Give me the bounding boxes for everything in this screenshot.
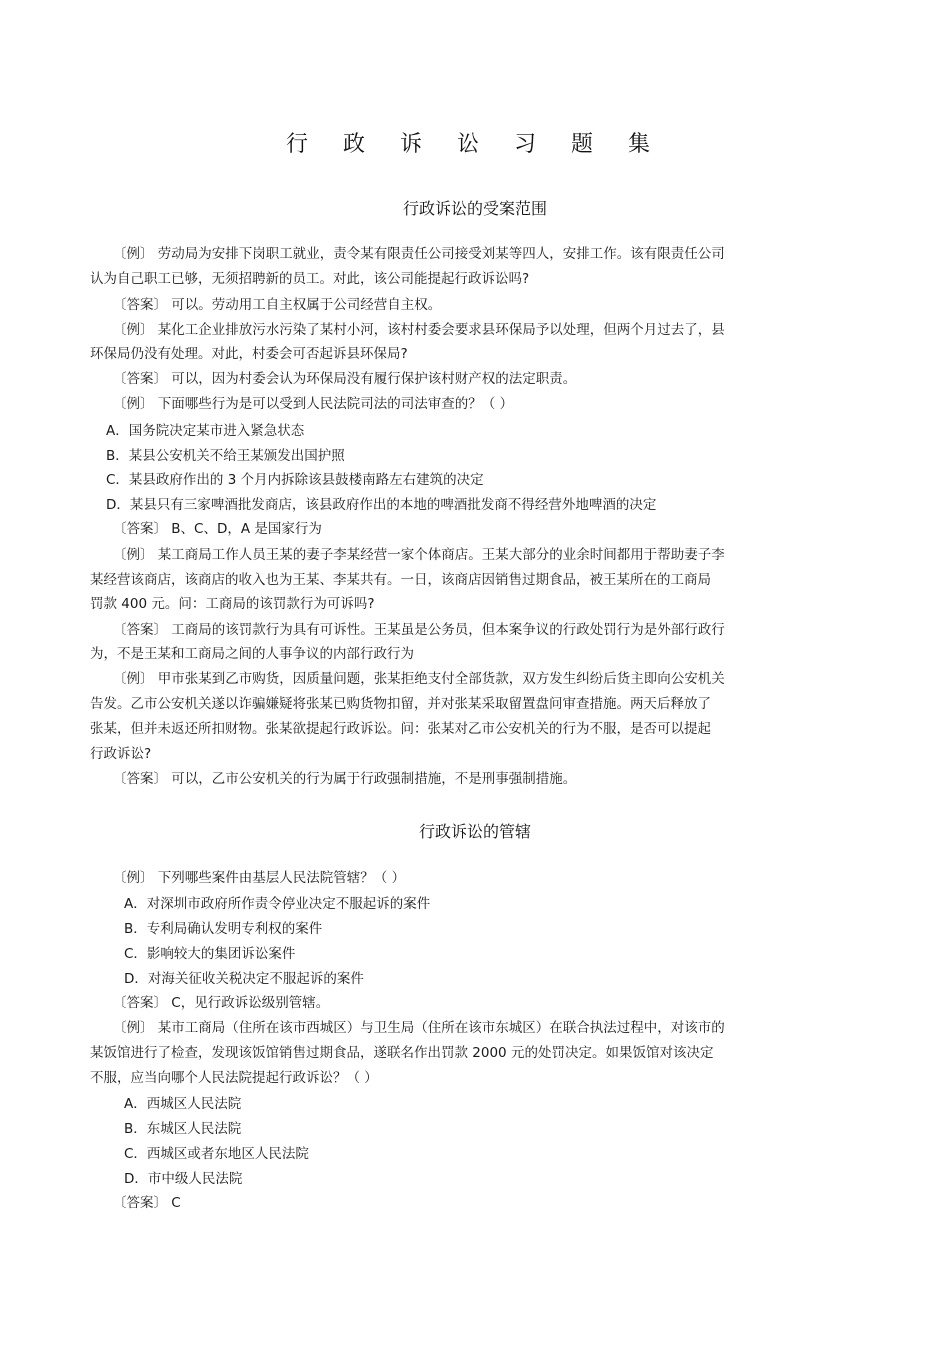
- text-line: 环保局仍没有处理。对此，村委会可否起诉县环保局?: [90, 346, 408, 362]
- option-line: D．某县只有三家啤酒批发商店，该县政府作出的本地的啤酒批发商不得经营外地啤酒的决定: [106, 497, 657, 513]
- text-line: 〔例〕 甲市张某到乙市购货，因质量问题，张某拒绝支付全部货款，双方发生纠纷后货主即向公安机关: [113, 671, 725, 687]
- option-line: C．某县政府作出的 3 个月内拆除该县鼓楼南路左右建筑的决定: [106, 472, 484, 488]
- text-line: 某经营该商店，该商店的收入也为王某、李某共有。一日，该商店因销售过期食品，被王某所在的工商局: [90, 572, 711, 588]
- section-heading-jurisdiction: 行政诉讼的管辖: [418, 822, 531, 841]
- answer-line: 〔答案〕 可以。劳动用工自主权属于公司经营自主权。: [113, 297, 442, 313]
- text-line: 认为自己职工已够，无须招聘新的员工。对此，该公司能提起行政诉讼吗?: [90, 271, 530, 287]
- option-line: B．专利局确认发明专利权的案件: [124, 921, 323, 937]
- answer-line: 〔答案〕 可以，因为村委会认为环保局没有履行保护该村财产权的法定职责。: [113, 371, 577, 387]
- answer-line: 〔答案〕 可以，乙市公安机关的行为属于行政强制措施，不是刑事强制措施。: [113, 771, 577, 787]
- text-line: 〔例〕 某工商局工作人员王某的妻子李某经营一家个体商店。王某大部分的业余时间都用于帮助妻子李: [113, 547, 725, 563]
- answer-line: 〔答案〕 B、C、D，A 是国家行为: [113, 521, 322, 537]
- option-line: B．某县公安机关不给王某颁发出国护照: [106, 448, 345, 464]
- section-heading-scope: 行政诉讼的受案范围: [402, 199, 547, 218]
- text-line: 〔例〕 某化工企业排放污水污染了某村小河，该村村委会要求县环保局予以处理，但两个月过去了，县: [113, 322, 725, 338]
- option-line: D．对海关征收关税决定不服起诉的案件: [124, 971, 364, 987]
- option-line: A．国务院决定某市进入紧急状态: [106, 423, 305, 439]
- text-line: 张某，但并未返还所扣财物。张某欲提起行政诉讼。问：张某对乙市公安机关的行为不服，是否可以提起: [90, 721, 711, 737]
- document-title: 行 政 诉 讼 习 题 集: [286, 132, 664, 157]
- text-line: 行政诉讼?: [90, 746, 152, 762]
- answer-line: 〔答案〕 C: [113, 1195, 181, 1211]
- text-line: 为，不是王某和工商局之间的人事争议的内部行政行为: [90, 646, 414, 662]
- option-line: C．西城区或者东地区人民法院: [124, 1146, 309, 1162]
- text-line: 〔例〕 下列哪些案件由基层人民法院管辖？（ ）: [113, 870, 406, 886]
- text-line: 某饭馆进行了检查，发现该饭馆销售过期食品，遂联名作出罚款 2000 元的处罚决定。如果饭馆对该决定: [90, 1045, 714, 1061]
- text-line: 〔例〕 某市工商局（住所在该市西城区）与卫生局（住所在该市东城区）在联合执法过程中，对该市的: [113, 1020, 725, 1036]
- option-line: A．西城区人民法院: [124, 1096, 242, 1112]
- text-line: 告发。乙市公安机关遂以诈骗嫌疑将张某已购货物扣留，并对张某采取留置盘问审查措施。两天后释放了: [90, 696, 711, 712]
- text-line: 罚款 400 元。问：工商局的该罚款行为可诉吗?: [90, 596, 375, 612]
- option-line: B．东城区人民法院: [124, 1121, 242, 1137]
- answer-line: 〔答案〕 C，见行政诉讼级别管辖。: [113, 995, 330, 1011]
- option-line: C．影响较大的集团诉讼案件: [124, 946, 296, 962]
- answer-line: 〔答案〕 工商局的该罚款行为具有可诉性。王某虽是公务员，但本案争议的行政处罚行为是外部行政行: [113, 622, 725, 638]
- text-line: 〔例〕 下面哪些行为是可以受到人民法院司法的司法审查的？（ ）: [113, 396, 514, 412]
- text-line: 不服，应当向哪个人民法院提起行政诉讼？（ ）: [90, 1070, 378, 1086]
- text-line: 〔例〕 劳动局为安排下岗职工就业，责令某有限责任公司接受刘某等四人，安排工作。该有限责任公司: [113, 246, 725, 262]
- option-line: A．对深圳市政府所作责令停业决定不服起诉的案件: [124, 896, 431, 912]
- option-line: D．市中级人民法院: [124, 1171, 243, 1187]
